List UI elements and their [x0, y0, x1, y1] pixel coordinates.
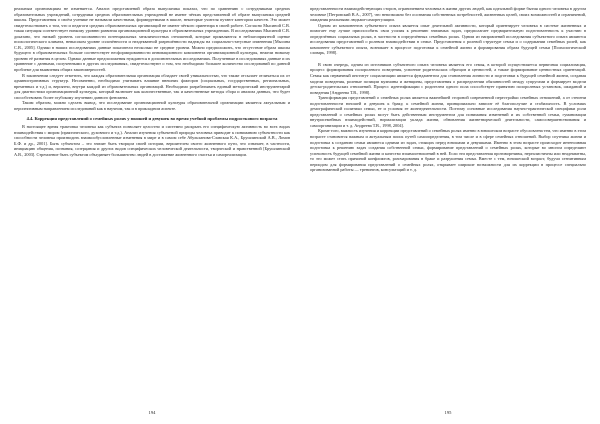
section-heading: 4.4. Коррекция представлений о семейных ролях у юношей и девушек во время учебной проблемы подросткового возраста: [26, 116, 278, 122]
right-paragraph-4: Трансформация представлений о семейных ролях является важнейшей стороной современной перестройки семейных отношений, а от степени подготовленности юношей и девушек к браку, к семейной жизни, принципиально зависит её благополучие и стабильность. В условиях демографической политики семьи, ее и условия ее жизнедеятельности. Поэтому основные исследования научно-практической специфики роли представлений о семейных ролях могут быть действенным инструментом для понимания изменений и их собственной семьи, гуманизации внутрисемейных взаимодействий, нормализации уклада жизни, обновления жизнетворческой деятельности, самосовершенствования и самоорганизации и т. д. Андреева Т.В., 1998, 2004].: [310, 95, 586, 128]
right-paragraph-2: Одним из компонентов субъектного опыта является опыт деятельной активности, который ориентирует человека в системе жизненных и помогает ему лучше приспособить свои усилия к решению значимых задач, предполагает предварительную подготовленность к участию в определённых социальных ролях, в частности в определённых семейных ролях. Одним из направлений исследования субъектного опыта являются исследования представлений о ролевом взаимодействии в семье. Представления о ролевой структуре семьи и о содержании семейных ролей, как компонент субъектного опыта, возникает в процессе подготовки к семейной жизни и формирования образа будущей семьи [Психологический словарь, 1998].: [310, 22, 586, 56]
left-paragraph-4: В настоящее время трактовка человека как субъекта позволяет целостно и системно раскрыть его специфическую активность во всех видах взаимодействия с миром (практического, духовного и т.д.). Анализ изучения субъектной природы человека приводит к пониманию субъектности как способности человека производить взаимообусловленные изменения в мире и в самом себе Абульханова-Славская К.А., Брушлинский А.В., Ломов Б.Ф. и др., 2001]. Быть субъектом – это значит быть творцом своей истории, вершителем своего жизненного пути, что означает, в частности, инициацию общения, познания, созерцания и других видов специфических человеческой деятельности, творческой и нравственной [Брушлинский А.В., 2003]. Стремление быть субъектом объединяет большинство людей в достижение жизненного счастья и самореализации.: [14, 124, 290, 157]
right-paragraph-1: представленности взаимодействующих сторон, ограничением человека в жизни других людей, как идеальной форме бытия одного человека в другом человеке [Петровский В.А., 2007], что невозможно без осознания собственных потребностей, жизненных целей, своих возможностей и ограничений, ожидания реальными людьми-саморегуляции.: [310, 6, 586, 23]
left-page: [14, 6, 290, 416]
page-number-left: 194: [148, 410, 156, 415]
page-number-right: 195: [444, 410, 452, 415]
right-paragraph-5: Кроме того, важность изучения и коррекции представлений о семейных ролях именно в юношеском возрасте обусловлена тем, что именно в этом возрасте становится важным и актуальным поиск путей самоопределения, в том числе и в сфере семейных отношений. Выбор спутника жизни и подготовка к созданию семьи являются одними из задач, стоящих перед юношами и девушками. Именно в этом возрасте происходит интенсивная подготовка к решению задач создания собственной семьи, формирование представлений о семейных ролях, которые во многом определяют успешность будущей семейной жизни и качество взаимоотношений в ней. Если эти представления противоречивы, нереалистичны или неадекватны, то это может стать причиной конфликтов, разочарования в браке и разрушения семьи. Вместе с тем, юношеский возраст, будучи сензитивным периодом для формирования представлений о семейных ролях, открывает широкие возможности для их коррекции в процессе специально организованной работы — тренингов, консультаций и т. д.: [310, 128, 586, 173]
right-paragraph-3: В свою очередь, одним из источников субъектного опыта человека является его семья, в которой осуществляется первичная социализация, процесс формирования полоролевого поведения, усвоение родительских образцов и ценностей, а также формирование ценностных ориентаций. Семья как первичный институт социализации является фундаментом для становления личности и подготовки к будущей семейной жизни, создавая модели поведения, ролевые позиции мужчины и женщины, представления о распределении обязанностей между супругами и формирует модели детско-родительских отношений. Процесс идентификации с родителем одного пола способствует принятию полоролевых установок, ожиданий и поведения [Андреева Т.В., 1998].: [310, 61, 586, 95]
left-paragraph-1: реальным организациям не изменяется. Анализ представлений образа выпускника показал, что по сравнению с сотрудниками средних образовательных учреждений, сотрудники средних образовательных учреждений не имеют чётких представлений об образе выпускника средней школы. Представления о своём ученике не называли качествами, формируемыми в школе, некоторые учителя путают категории качеств. Это может свидетельствовать о том, что и педагоги средних образовательных организаций не имеют чёткого ориентира в своей работе. Согласно Мысиной С.В. такая ситуация соответствует низкому уровню развития организационной культуры в образовательных учреждениях. В исследованиях Мысиной С.В. доказано, что низкий уровень согласованности потенциальных межличностных отношений, которые проявляются в неблагоприятной оценке психологического климата, невысоком уровне сплочённости и неадекватной разрешённости надежды на социально-статусные изменения [Мысина С.В., 2005]. Однако в наших исследованиях данные показатели несколько не средние уровни. Можно предположить, что отсутствие образа школы будущего в образовательных больше соответствует несформированности инновационного компонента организационной культуры, нежели низкому уровню её развития в целом. Однако данные предположения нуждаются в дополнительных исследованиях. Полученные в исследованиях данные и их сравнение с данными, полученными в других исследованиях, свидетельствуют о том, что необходимо большее количество исследований по данной проблеме для выявления общих закономерностей.: [14, 6, 290, 73]
left-paragraph-2: В заключении следует отметить, что каждая образовательная организация обладает своей уникальностью, что также отсылает отличаться их от административных структур. Несомненно, необходимо учитывать влияние внешних факторов (социальных, государственных, региональных, временных и т.д.) и, вероятно, внутри каждой из образовательных организаций. Необходимо разрабатывать единый методический инструментарий для диагностики организационной культуры, который включает как количественные, так и качественные методы сбора и анализа данных, что будет способствовать более глубокому изучению данного феномена.: [14, 72, 290, 100]
left-paragraph-3: Таким образом, можно сделать вывод, что исследование организационной культуры образовательной организации является актуальным и перспективным направлением исследований как в научном, так и в прикладном аспекте.: [14, 100, 290, 111]
right-page: [310, 6, 586, 416]
